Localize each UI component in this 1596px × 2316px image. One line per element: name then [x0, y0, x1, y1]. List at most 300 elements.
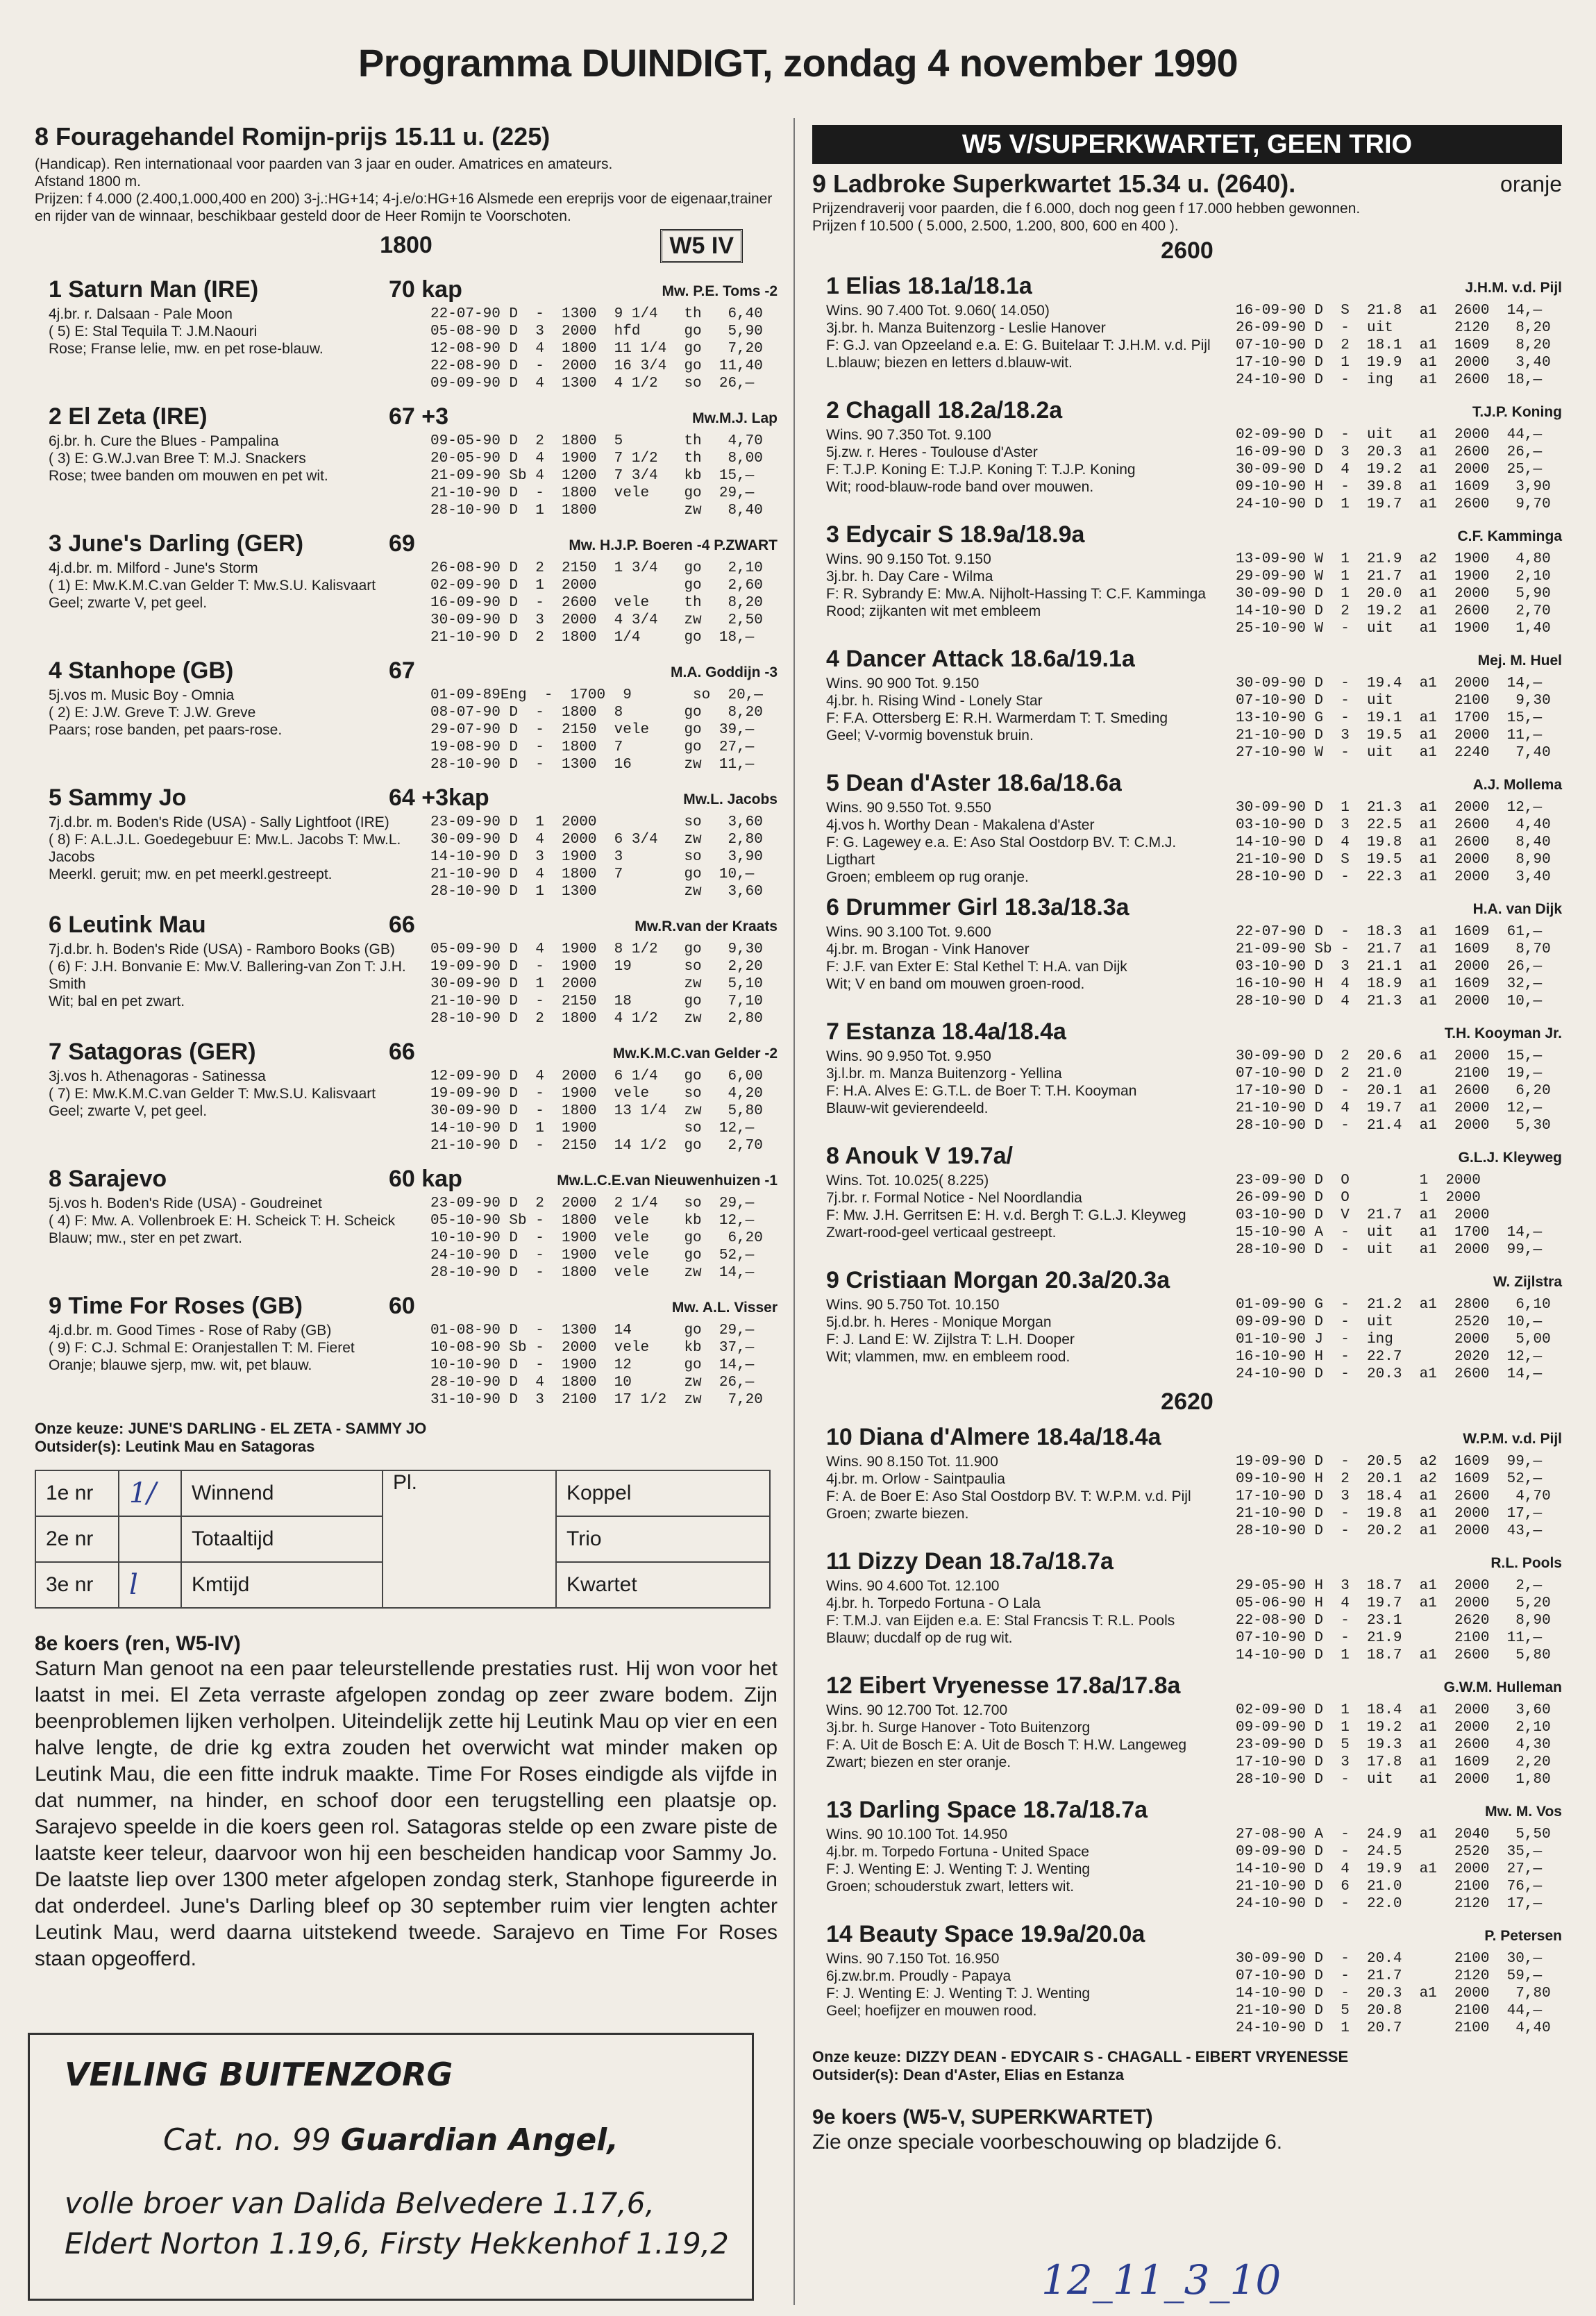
result-row: 07-10-90 D - 21.9 2100 11,—: [1236, 1630, 1543, 1646]
horse-info-line: Wins. 90 5.750 Tot. 10.150: [826, 1297, 1000, 1313]
horse-info-line: Paars; rose banden, pet paars-rose.: [49, 722, 283, 738]
horse-name: 2 Chagall 18.2a/18.2a: [826, 397, 1063, 423]
result-row: 01-10-90 J - ing 2000 5,00: [1236, 1332, 1551, 1348]
horse-info-line: Wins. 90 12.700 Tot. 12.700: [826, 1702, 1008, 1718]
result-row: 28-10-90 D - uit a1 2000 99,—: [1236, 1242, 1543, 1258]
result-row: 16-10-90 H - 22.7 2020 12,—: [1236, 1349, 1543, 1365]
horse-entry: [812, 271, 1562, 389]
result-row: 10-10-90 D - 1900 12 go 14,—: [430, 1357, 755, 1373]
horse-entry: [812, 1266, 1562, 1383]
result-row: 15-10-90 A - uit a1 1700 14,—: [1236, 1225, 1543, 1241]
result-row: 07-10-90 D 2 21.0 2100 19,—: [1236, 1066, 1543, 1082]
horse-info-line: Rose; twee banden om mouwen en pet wit.: [49, 468, 328, 484]
handwritten-entry: 1/: [119, 1470, 181, 1516]
result-row: 21-10-90 D - 1800 vele go 29,—: [430, 485, 755, 501]
left-column: [35, 118, 778, 1972]
result-row: 22-08-90 D - 23.1 2620 8,90: [1236, 1613, 1551, 1629]
horse-info-line: F: H.A. Alves E: G.T.L. de Boer T: T.H. Kooyman: [826, 1083, 1137, 1099]
result-row: 05-08-90 D 3 2000 hfd go 5,90: [430, 324, 763, 339]
result-kind: Kmtijd: [181, 1562, 383, 1608]
result-row: 09-10-90 H - 39.8 a1 1609 3,90: [1236, 479, 1551, 495]
horse-name: 2 El Zeta (IRE): [49, 403, 208, 430]
horse-info-line: 5j.vos m. Music Boy - Omnia: [49, 687, 235, 703]
horse-entry: [35, 402, 778, 519]
race-8-intro-2: Afstand 1800 m.: [35, 174, 141, 190]
result-row: 21-10-90 D 6 21.0 2100 76,—: [1236, 1879, 1543, 1895]
horse-weight: 64 +3kap: [389, 784, 489, 811]
result-row: 05-09-90 D 4 1900 8 1/2 go 9,30: [430, 941, 763, 957]
result-row: 12-09-90 D 4 2000 6 1/4 go 6,00: [430, 1068, 763, 1084]
result-row: 22-07-90 D - 1300 9 1/4 th 6,40: [430, 306, 763, 322]
horse-info-line: Wins. 90 7.350 Tot. 9.100: [826, 427, 991, 443]
result-row: 23-09-90 D O 1 2000: [1236, 1173, 1481, 1189]
result-label: 3e nr: [35, 1562, 119, 1608]
result-row: 29-07-90 D - 2150 vele go 39,—: [430, 722, 755, 738]
handwritten-entry: l: [119, 1562, 181, 1608]
horse-info-line: Wins. 90 9.950 Tot. 9.950: [826, 1048, 991, 1064]
result-row: 16-10-90 H 4 18.9 a1 1609 32,—: [1236, 976, 1543, 992]
result-row: 28-10-90 D - uit a1 2000 1,80: [1236, 1772, 1551, 1788]
horse-trainer: Mw. P.E. Toms -2: [662, 283, 778, 299]
preview-header: 8e koers (ren, W5-IV): [35, 1632, 241, 1655]
result-row: 21-10-90 D - 2150 14 1/2 go 2,70: [430, 1138, 763, 1154]
table-row: [35, 1470, 770, 1516]
race-9-footer-header: 9e koers (W5-V, SUPERKWARTET): [812, 2106, 1153, 2129]
horse-name: 7 Estanza 18.4a/18.4a: [826, 1018, 1066, 1045]
result-row: 22-07-90 D - 18.3 a1 1609 61,—: [1236, 924, 1543, 940]
result-row: 07-10-90 D 2 18.1 a1 1609 8,20: [1236, 337, 1551, 353]
horse-info-line: Rose; Franse lelie, mw. en pet rose-blauw.: [49, 341, 324, 357]
horse-name: 6 Drummer Girl 18.3a/18.3a: [826, 894, 1129, 921]
result-row: 07-10-90 D - uit 2100 9,30: [1236, 693, 1551, 709]
horse-info-line: Groen; zwarte biezen.: [826, 1506, 969, 1522]
race-9-title: 9 Ladbroke Superkwartet 15.34 u. (2640).: [812, 169, 1296, 198]
horse-name: 9 Time For Roses (GB): [49, 1293, 303, 1319]
horse-info-line: F: A. de Boer E: Aso Stal Oostdorp BV. T: W.P.M. v.d. Pijl: [826, 1488, 1191, 1504]
horse-info-line: 3j.l.br. m. Manza Buitenzorg - Yellina: [826, 1066, 1062, 1082]
horse-name: 1 Elias 18.1a/18.1a: [826, 273, 1032, 299]
veiling-horse-name: Guardian Angel,: [340, 2122, 619, 2158]
horse-trainer: Mw.M.J. Lap: [692, 410, 778, 426]
result-row: 24-10-90 D - 1900 vele go 52,—: [430, 1248, 755, 1264]
result-row: 17-10-90 D - 20.1 a1 2600 6,20: [1236, 1083, 1551, 1099]
horse-info-line: ( 2) E: J.W. Greve T: J.W. Greve: [49, 705, 256, 721]
horse-name: 11 Dizzy Dean 18.7a/18.7a: [826, 1548, 1114, 1575]
horse-info-line: Wit; V en band om mouwen groen-rood.: [826, 976, 1085, 992]
horse-entry: [812, 396, 1562, 513]
horse-trainer: M.A. Goddijn -3: [671, 664, 778, 680]
horse-info-line: ( 8) F: A.L.J.L. Goedegebuur E: Mw.L. Jacobs T: Mw.L. Jacobs: [49, 832, 401, 865]
w5-banner: W5 V/SUPERKWARTET, GEEN TRIO: [812, 125, 1562, 164]
horse-entry: [812, 644, 1562, 762]
horse-entry: [812, 1920, 1562, 2037]
horse-info-line: Geel; V-vormig bovenstuk bruin.: [826, 728, 1034, 744]
result-row: 30-09-90 D 4 2000 6 3/4 zw 2,80: [430, 832, 763, 848]
horse-info-line: 4j.br. m. Torpedo Fortuna - United Space: [826, 1844, 1089, 1860]
result-row: 10-10-90 D - 1900 vele go 6,20: [430, 1230, 763, 1246]
horse-entry: [35, 529, 778, 646]
horse-trainer: Mw.R.van der Kraats: [635, 918, 778, 934]
preview-text: Saturn Man genoot na een paar teleurstellende prestaties rust. Hij won voor het laatst in mei. El Zeta verraste afgelopen zondag op zeer zware bodem. Zijn beenproblemen lijken verholpen. Uiteindelijk zette hij Leutink Mau op vier en een halve lengte, de drie kg extra zouden het overwicht wat minder maken op Leutink Mau, die een fitte indruk maakte. Time For Roses eindigde als vijfde in dat nummer, na hinder, en schoof door een terugstelling een plaatsje op. Sarajevo speelde in die koers geen rol. Satagoras stelde op een zware piste de laatste keer teleur, daarvoor won hij een bescheiden handicap voor Sammy Jo. De laatste liep over 1300 meter afgelopen zondag sterk, Stanhope figureerde in dat onderdeel. June's Darling bleef op 30 september ruim vier lengten achter Leutink Mau, werd daarna uitstekend tweede. Sarajevo en Time For Roses staan opgeofferd.: [35, 1657, 778, 1970]
horse-info-line: Wins. 90 9.550 Tot. 9.550: [826, 800, 991, 816]
result-row: 02-09-90 D 1 18.4 a1 2000 3,60: [1236, 1702, 1551, 1718]
result-row: 26-08-90 D 2 2150 1 3/4 go 2,10: [430, 560, 763, 576]
veiling-catalog: [30, 2122, 752, 2158]
horse-entry: [812, 1017, 1562, 1134]
horse-name: 5 Dean d'Aster 18.6a/18.6a: [826, 770, 1122, 796]
race-9-intro-2: Prijzen f 10.500 ( 5.000, 2.500, 1.200, 800, 600 en 400 ).: [812, 218, 1179, 234]
horse-trainer: Mw.L.C.E.van Nieuwenhuizen -1: [557, 1173, 778, 1189]
horse-trainer: C.F. Kamminga: [1457, 528, 1562, 544]
horse-entry: [812, 769, 1562, 886]
result-row: 21-10-90 D 5 20.8 2100 44,—: [1236, 2003, 1543, 2019]
result-row: 25-10-90 W - uit a1 1900 1,40: [1236, 621, 1551, 637]
horse-name: 10 Diana d'Almere 18.4a/18.4a: [826, 1424, 1161, 1450]
horse-info-line: 4j.br. m. Orlow - Saintpaulia: [826, 1471, 1005, 1487]
horse-info-line: Geel; zwarte V, pet geel.: [49, 1103, 208, 1119]
result-row: 03-10-90 D 3 21.1 a1 2000 26,—: [1236, 959, 1543, 975]
result-row: 14-10-90 D 3 1900 3 so 3,90: [430, 849, 763, 865]
result-row: 28-10-90 D - 1300 16 zw 11,—: [430, 757, 755, 773]
result-row: 28-10-90 D - 20.2 a1 2000 43,—: [1236, 1523, 1543, 1539]
horse-trainer: J.H.M. v.d. Pijl: [1465, 280, 1562, 296]
result-row: 23-09-90 D 1 2000 so 3,60: [430, 814, 763, 830]
horse-entry: [812, 893, 1562, 1010]
result-row: 17-10-90 D 3 18.4 a1 2600 4,70: [1236, 1488, 1551, 1504]
result-bet: Kwartet: [556, 1562, 770, 1608]
horse-info-line: Wins. 90 8.150 Tot. 11.900: [826, 1454, 998, 1470]
horse-entry: [812, 1141, 1562, 1259]
horse-entry: [35, 275, 778, 392]
result-row: 21-10-90 D 3 19.5 a1 2000 11,—: [1236, 728, 1543, 744]
result-row: 05-10-90 Sb - 1800 vele kb 12,—: [430, 1213, 755, 1229]
horse-name: 8 Anouk V 19.7a/: [826, 1143, 1013, 1169]
result-row: 30-09-90 D - 20.4 2100 30,—: [1236, 1951, 1543, 1967]
page-title: Programma DUINDIGT, zondag 4 november 1990: [358, 41, 1238, 85]
result-row: 09-10-90 H 2 20.1 a2 1609 52,—: [1236, 1471, 1543, 1487]
result-row: 30-09-90 D - 1800 13 1/4 zw 5,80: [430, 1103, 763, 1119]
horse-entry: [812, 1671, 1562, 1788]
column-divider: [793, 118, 795, 2305]
horse-info-line: Groen; embleem op rug oranje.: [826, 869, 1029, 885]
horse-name: 14 Beauty Space 19.9a/20.0a: [826, 1921, 1145, 1947]
result-row: 17-10-90 D 3 17.8 a1 1609 2,20: [1236, 1754, 1551, 1770]
horse-weight: 67: [389, 657, 415, 684]
result-table: [35, 1470, 771, 1609]
horse-info-line: Wins. 90 7.150 Tot. 16.950: [826, 1951, 1000, 1967]
result-row: 20-05-90 D 4 1900 7 1/2 th 8,00: [430, 451, 763, 467]
horse-entry: [35, 1291, 778, 1409]
result-row: 27-10-90 W - uit a1 2240 7,40: [1236, 745, 1551, 761]
result-row: 23-09-90 D 5 19.3 a1 2600 4,30: [1236, 1737, 1551, 1753]
horse-name: 1 Saturn Man (IRE): [49, 276, 259, 303]
horse-name: 12 Eibert Vryenesse 17.8a/17.8a: [826, 1672, 1181, 1699]
race-8-title: 8 Fouragehandel Romijn-prijs 15.11 u. (225): [35, 122, 551, 151]
result-row: 28-10-90 D - 1800 vele zw 14,—: [430, 1265, 755, 1281]
result-row: 03-10-90 D V 21.7 a1 2000: [1236, 1207, 1490, 1223]
result-row: 09-09-90 D 4 1300 4 1/2 so 26,—: [430, 376, 755, 392]
horse-name: 3 June's Darling (GER): [49, 530, 304, 557]
horse-info-line: Wit; bal en pet zwart.: [49, 993, 185, 1009]
horse-info-line: ( 6) F: J.H. Bonvanie E: Mw.V. Ballering-van Zon T: J.H. Smith: [49, 959, 406, 992]
veiling-cat-no: Cat. no. 99: [163, 2122, 341, 2158]
race-8-horse-list: [35, 275, 778, 1409]
veiling-title: VEILING BUITENZORG: [65, 2056, 453, 2093]
result-row: 16-09-90 D 3 20.3 a1 2600 26,—: [1236, 444, 1543, 460]
handwritten-note: 12_11_3_10: [1041, 2256, 1282, 2304]
horse-trainer: W. Zijlstra: [1493, 1274, 1562, 1290]
result-row: 14-10-90 D - 20.3 a1 2000 7,80: [1236, 1986, 1551, 2002]
horse-trainer: W.P.M. v.d. Pijl: [1463, 1431, 1562, 1447]
horse-info-line: 5j.d.br. h. Heres - Monique Morgan: [826, 1314, 1052, 1330]
result-row: 30-09-90 D 1 2000 zw 5,10: [430, 976, 763, 992]
race-8-intro-1: (Handicap). Ren internationaal voor paarden van 3 jaar en ouder. Amatrices en amateurs.: [35, 156, 613, 172]
horse-name: 5 Sammy Jo: [49, 784, 187, 811]
result-row: 14-10-90 D 1 1900 so 12,—: [430, 1121, 755, 1136]
result-row: 24-10-90 D - 22.0 2120 17,—: [1236, 1896, 1543, 1912]
horse-entry: [812, 520, 1562, 637]
horse-name: 3 Edycair S 18.9a/18.9a: [826, 521, 1085, 548]
result-label: 1e nr: [35, 1470, 119, 1516]
horse-trainer: G.L.J. Kleyweg: [1458, 1150, 1562, 1166]
horse-info-line: Wit; vlammen, mw. en embleem rood.: [826, 1349, 1070, 1365]
horse-info-line: F: T.J.P. Koning E: T.J.P. Koning T: T.J.P. Koning: [826, 462, 1136, 478]
result-row: 30-09-90 D 4 19.2 a1 2000 25,—: [1236, 462, 1543, 478]
horse-trainer: A.J. Mollema: [1472, 777, 1562, 793]
horse-name: 8 Sarajevo: [49, 1166, 167, 1192]
result-row: 29-05-90 H 3 18.7 a1 2000 2,—: [1236, 1578, 1543, 1594]
result-row: 19-09-90 D - 20.5 a2 1609 99,—: [1236, 1454, 1543, 1470]
horse-info-line: Wins. 90 7.400 Tot. 9.060( 14.050): [826, 303, 1050, 319]
result-pl: Pl.: [383, 1470, 556, 1608]
horse-name: 13 Darling Space 18.7a/18.7a: [826, 1797, 1148, 1823]
result-row: 02-09-90 D 1 2000 go 2,60: [430, 578, 763, 594]
horse-info-line: ( 5) E: Stal Tequila T: J.M.Naouri: [49, 324, 258, 339]
horse-info-line: ( 3) E: G.W.J.van Bree T: M.J. Snackers: [49, 451, 306, 467]
result-row: 01-09-89Eng - 1700 9 so 20,—: [430, 687, 763, 703]
race-9-distance-2: 2620: [1161, 1388, 1213, 1415]
result-row: 07-10-90 D - 21.7 2120 59,—: [1236, 1968, 1543, 1984]
result-row: 19-08-90 D - 1800 7 go 27,—: [430, 739, 755, 755]
horse-info-line: Blauw-wit gevierendeeld.: [826, 1100, 989, 1116]
horse-info-line: Zwart-rood-geel verticaal gestreept.: [826, 1225, 1057, 1241]
veiling-ad: [28, 2033, 754, 2301]
result-bet: Koppel: [556, 1470, 770, 1516]
horse-info-line: 5j.vos h. Boden's Ride (USA) - Goudreinet: [49, 1195, 322, 1211]
race-9-intro-1: Prijzendraverij voor paarden, die f 6.000, doch nog geen f 17.000 hebben gewonnen.: [812, 201, 1361, 217]
horse-info-line: Meerkl. geruit; mw. en pet meerkl.gestreept.: [49, 866, 333, 882]
result-row: 28-10-90 D 2 1800 4 1/2 zw 2,80: [430, 1011, 763, 1027]
result-row: 09-09-90 D 1 19.2 a1 2000 2,10: [1236, 1720, 1551, 1736]
horse-info-line: F: J. Wenting E: J. Wenting T: J. Wenting: [826, 1986, 1091, 2002]
horse-info-line: Wins. 90 10.100 Tot. 14.950: [826, 1827, 1008, 1843]
result-row: 29-09-90 W 1 21.7 a1 1900 2,10: [1236, 569, 1551, 585]
race-8-badge: W5 IV: [660, 229, 743, 263]
horse-name: 6 Leutink Mau: [49, 912, 206, 938]
race-9-horse-list-2: [812, 1423, 1562, 2037]
horse-entry: [812, 1795, 1562, 1913]
horse-trainer: Mw. H.J.P. Boeren -4 P.ZWART: [569, 537, 778, 553]
race-8-distance: 1800: [380, 232, 432, 258]
race-9-outsiders: Outsider(s): Dean d'Aster, Elias en Estanza: [812, 2066, 1125, 2083]
result-row: 21-09-90 Sb - 21.7 a1 1609 8,70: [1236, 941, 1551, 957]
horse-info-line: Wins. 90 900 Tot. 9.150: [826, 676, 980, 691]
result-row: 01-08-90 D - 1300 14 go 29,—: [430, 1323, 755, 1339]
result-row: 24-10-90 D - 20.3 a1 2600 14,—: [1236, 1366, 1543, 1382]
result-row: 30-09-90 D 1 21.3 a1 2000 12,—: [1236, 800, 1543, 816]
result-row: 09-09-90 D - uit 2520 10,—: [1236, 1314, 1543, 1330]
race-9-keuze: Onze keuze: DIZZY DEAN - EDYCAIR S - CHAGALL - EIBERT VRYENESSE: [812, 2048, 1349, 2065]
result-row: 21-10-90 D 4 19.7 a1 2000 12,—: [1236, 1100, 1543, 1116]
horse-info-line: Geel; hoefijzer en mouwen rood.: [826, 2003, 1037, 2019]
horse-info-line: F: J. Wenting E: J. Wenting T: J. Wenting: [826, 1861, 1091, 1877]
result-row: 23-09-90 D 2 2000 2 1/4 so 29,—: [430, 1195, 755, 1211]
horse-entry: [35, 783, 778, 900]
race-9-footer-text: Zie onze speciale voorbeschouwing op bladzijde 6.: [812, 2131, 1283, 2154]
result-row: 13-09-90 W 1 21.9 a2 1900 4,80: [1236, 551, 1551, 567]
race-8-keuze: Onze keuze: JUNE'S DARLING - EL ZETA - SAMMY JO: [35, 1420, 427, 1437]
horse-info-line: F: F.A. Ottersberg E: R.H. Warmerdam T: T. Smeding: [826, 710, 1168, 726]
horse-info-line: ( 7) E: Mw.K.M.C.van Gelder T: Mw.S.U. Kalisvaart: [49, 1086, 376, 1102]
result-row: 08-07-90 D - 1800 8 go 8,20: [430, 705, 763, 721]
result-row: 12-08-90 D 4 1800 11 1/4 go 7,20: [430, 341, 763, 357]
result-row: 19-09-90 D - 1900 19 so 2,20: [430, 959, 763, 975]
horse-info-line: Wins. 90 9.150 Tot. 9.150: [826, 551, 991, 567]
result-row: 22-08-90 D - 2000 16 3/4 go 11,40: [430, 358, 763, 374]
horse-name: 7 Satagoras (GER): [49, 1039, 256, 1065]
result-row: 30-09-90 D 2 20.6 a1 2000 15,—: [1236, 1048, 1543, 1064]
result-kind: Totaaltijd: [181, 1516, 383, 1562]
horse-trainer: R.L. Pools: [1490, 1555, 1562, 1571]
horse-weight: 60: [389, 1293, 415, 1319]
horse-info-line: ( 1) E: Mw.K.M.C.van Gelder T: Mw.S.U. Kalisvaart: [49, 578, 376, 594]
horse-info-line: Wit; rood-blauw-rode band over mouwen.: [826, 479, 1094, 495]
result-row: 26-09-90 D O 1 2000: [1236, 1190, 1481, 1206]
result-row: 03-10-90 D 3 22.5 a1 2600 4,40: [1236, 817, 1551, 833]
horse-info-line: ( 4) F: Mw. A. Vollenbroek E: H. Scheick T: H. Scheick: [49, 1213, 396, 1229]
horse-trainer: Mw. M. Vos: [1485, 1804, 1562, 1820]
horse-info-line: F: J.F. van Exter E: Stal Kethel T: H.A. van Dijk: [826, 959, 1127, 975]
horse-info-line: 4j.br. m. Brogan - Vink Hanover: [826, 941, 1030, 957]
horse-info-line: Blauw; mw., ster en pet zwart.: [49, 1230, 242, 1246]
horse-info-line: 4j.br. h. Torpedo Fortuna - O Lala: [826, 1595, 1041, 1611]
result-kind: Winnend: [181, 1470, 383, 1516]
horse-name: 4 Stanhope (GB): [49, 657, 234, 684]
result-row: 30-09-90 D - 19.4 a1 2000 14,—: [1236, 676, 1543, 691]
horse-info-line: Groen; schouderstuk zwart, letters wit.: [826, 1879, 1075, 1895]
result-row: 09-05-90 D 2 1800 5 th 4,70: [430, 433, 763, 449]
result-row: 24-10-90 D 1 20.7 2100 4,40: [1236, 2020, 1551, 2036]
result-label: 2e nr: [35, 1516, 119, 1562]
horse-entry: [35, 656, 778, 773]
horse-info-line: L.blauw; biezen en letters d.blauw-wit.: [826, 355, 1073, 371]
horse-trainer: Mw. A.L. Visser: [671, 1300, 778, 1316]
race-8-intro-3: Prijzen: f 4.000 (2.400,1.000,400 en 200) 3-j.:HG+14; 4-j.e/o:HG+16 Alsmede een ereprijs voor de eigenaar,trainer en rijder van de winnaar, beschikbaar gesteld door de Heer Romijn te Voorschoten.: [35, 191, 773, 224]
horse-info-line: 4j.d.br. m. Good Times - Rose of Raby (GB): [49, 1323, 332, 1339]
horse-info-line: F: T.M.J. van Eijden e.a. E: Stal Francsis T: R.L. Pools: [826, 1613, 1175, 1629]
horse-info-line: 7j.br. r. Formal Notice - Nel Noordlandia: [826, 1190, 1082, 1206]
horse-entry: [812, 1547, 1562, 1664]
horse-info-line: 4j.vos h. Worthy Dean - Makalena d'Aster: [826, 817, 1095, 833]
result-row: 02-09-90 D - uit a1 2000 44,—: [1236, 427, 1543, 443]
horse-info-line: 7j.d.br. h. Boden's Ride (USA) - Ramboro Books (GB): [49, 941, 395, 957]
horse-weight: 66: [389, 912, 415, 938]
horse-trainer: Mw.L. Jacobs: [683, 791, 778, 807]
result-row: 14-10-90 D 4 19.8 a1 2600 8,40: [1236, 834, 1551, 850]
result-row: 28-10-90 D - 22.3 a1 2000 3,40: [1236, 869, 1551, 885]
horse-info-line: Wins. 90 4.600 Tot. 12.100: [826, 1578, 1000, 1594]
horse-info-line: 6j.zw.br.m. Proudly - Papaya: [826, 1968, 1011, 1984]
veiling-body: volle broer van Dalida Belvedere 1.17,6, Eldert Norton 1.19,6, Firsty Hekkenhof 1.19,2: [65, 2186, 729, 2260]
horse-info-line: 7j.d.br. m. Boden's Ride (USA) - Sally Lightfoot (IRE): [49, 814, 389, 830]
result-row: 26-09-90 D - uit 2120 8,20: [1236, 320, 1551, 336]
horse-info-line: Wins. Tot. 10.025( 8.225): [826, 1173, 989, 1189]
horse-entry: [35, 1164, 778, 1282]
result-row: 16-09-90 D - 2600 vele th 8,20: [430, 595, 763, 611]
race-9-color: oranje: [1500, 171, 1562, 196]
horse-weight: 67 +3: [389, 403, 449, 430]
result-row: 13-10-90 G - 19.1 a1 1700 15,—: [1236, 710, 1543, 726]
result-row: 01-09-90 G - 21.2 a1 2800 6,10: [1236, 1297, 1551, 1313]
horse-entry: [35, 910, 778, 1027]
horse-info-line: F: Mw. J.H. Gerritsen E: H. v.d. Bergh T: G.L.J. Kleyweg: [826, 1207, 1186, 1223]
horse-info-line: F: A. Uit de Bosch E: A. Uit de Bosch T: H.W. Langeweg: [826, 1737, 1187, 1753]
result-row: 14-10-90 D 4 19.9 a1 2000 27,—: [1236, 1861, 1543, 1877]
horse-info-line: Rood; zijkanten wit met embleem: [826, 603, 1041, 619]
horse-info-line: 4j.d.br. m. Milford - June's Storm: [49, 560, 258, 576]
horse-trainer: Mej. M. Huel: [1477, 653, 1562, 669]
horse-weight: 69: [389, 530, 415, 557]
horse-info-line: 3j.br. h. Day Care - Wilma: [826, 569, 993, 585]
result-row: 30-09-90 D 1 20.0 a1 2000 5,90: [1236, 586, 1551, 602]
horse-entry: [35, 1037, 778, 1155]
result-row: 21-10-90 D 2 1800 1/4 go 18,—: [430, 630, 755, 646]
result-row: 05-06-90 H 4 19.7 a1 2000 5,20: [1236, 1595, 1551, 1611]
result-row: 24-10-90 D - ing a1 2600 18,—: [1236, 372, 1543, 388]
horse-trainer: Mw.K.M.C.van Gelder -2: [612, 1046, 778, 1062]
horse-info-line: Zwart; biezen en ster oranje.: [826, 1754, 1011, 1770]
result-row: 28-10-90 D 1 1800 zw 8,40: [430, 503, 763, 519]
horse-info-line: F: J. Land E: W. Zijlstra T: L.H. Dooper: [826, 1332, 1075, 1348]
result-row: 21-10-90 D S 19.5 a1 2000 8,90: [1236, 852, 1551, 868]
horse-info-line: 3j.br. h. Surge Hanover - Toto Buitenzorg: [826, 1720, 1091, 1736]
horse-info-line: Oranje; blauwe sjerp, mw. wit, pet blauw.: [49, 1357, 312, 1373]
horse-info-line: Wins. 90 3.100 Tot. 9.600: [826, 924, 991, 940]
result-row: 21-09-90 Sb 4 1200 7 3/4 kb 15,—: [430, 468, 755, 484]
horse-info-line: ( 9) F: C.J. Schmal E: Oranjestallen T: M. Fieret: [49, 1340, 355, 1356]
horse-info-line: 4j.br. r. Dalsaan - Pale Moon: [49, 306, 233, 322]
result-row: 14-10-90 D 1 18.7 a1 2600 5,80: [1236, 1647, 1551, 1663]
horse-weight: 66: [389, 1039, 415, 1065]
race-9-horse-list-1: [812, 271, 1562, 1383]
race-9-distance-1: 2600: [1161, 237, 1213, 264]
result-row: 19-09-90 D - 1900 vele so 4,20: [430, 1086, 763, 1102]
horse-trainer: P. Petersen: [1484, 1928, 1562, 1944]
result-row: 30-09-90 D 3 2000 4 3/4 zw 2,50: [430, 612, 763, 628]
horse-info-line: F: R. Sybrandy E: Mw.A. Nijholt-Hassing T: C.F. Kamminga: [826, 586, 1206, 602]
horse-info-line: Blauw; ducdalf op de rug wit.: [826, 1630, 1013, 1646]
result-row: 28-10-90 D 1 1300 zw 3,60: [430, 884, 763, 900]
result-row: 28-10-90 D 4 1800 10 zw 26,—: [430, 1375, 755, 1391]
horse-trainer: G.W.M. Hulleman: [1443, 1679, 1562, 1695]
result-row: 14-10-90 D 2 19.2 a1 2600 2,70: [1236, 603, 1551, 619]
result-row: 21-10-90 D - 2150 18 go 7,10: [430, 993, 763, 1009]
handwritten-entry: [119, 1516, 181, 1562]
result-row: 16-09-90 D S 21.8 a1 2600 14,—: [1236, 303, 1543, 319]
horse-info-line: 5j.zw. r. Heres - Toulouse d'Aster: [826, 444, 1038, 460]
result-row: 28-10-90 D - 21.4 a1 2000 5,30: [1236, 1118, 1551, 1134]
result-row: 24-10-90 D 1 19.7 a1 2600 9,70: [1236, 496, 1551, 512]
